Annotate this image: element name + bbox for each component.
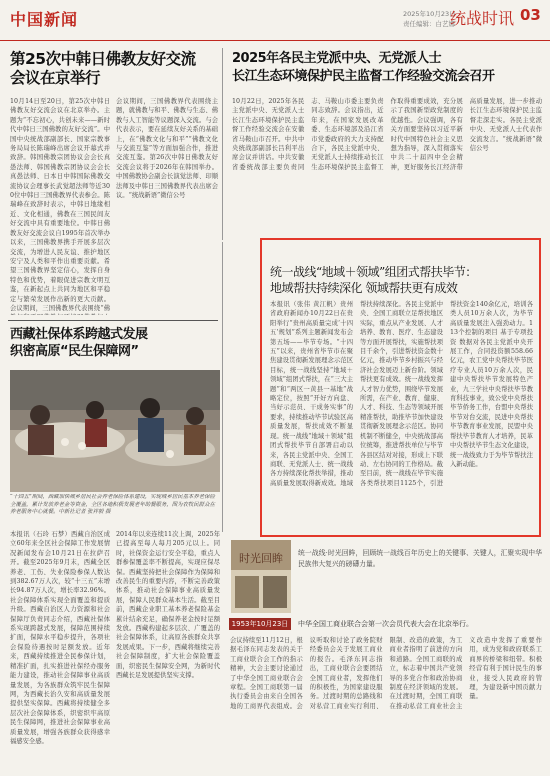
thumbnail-label: 时光回眸 bbox=[239, 552, 283, 565]
tibet-body-cont: 2014年以来连续11次上调，2025年已提高至每人每月205元以上。同时，社保资金运行安全平稳，重点人群参保覆盖率不断提高，实现应保尽保。西藏坚持把社会保障作为保障和改善民生的重要内容，不断完善政策体系，推动社会保障事业高质量发展，保障人民群众基本生活。截至目前，西藏企业职工基本养老保险基金累计结余充足，确保养老金按时足额发放。西藏构建起多层次、广覆盖的社会保障体系，让高原各族群众共享发展成果。下一步，西藏将继续完善社会保障制度，扩大社会保险覆盖面，织密民生保障安全网，为新时代西藏长足发展提供坚实支撑。 bbox=[116, 531, 220, 680]
headline-line: 2025年各民主党派中央、无党派人士 bbox=[232, 51, 442, 66]
section-divider bbox=[8, 320, 218, 321]
headline-line: 西藏社保体系跨越式发展 bbox=[10, 327, 148, 342]
headline-line: 地域帮扶持续深化 领域帮扶更有成效 bbox=[270, 281, 458, 295]
history-headline: 中华全国工商业联合会第一次会员代表大会在北京举行。 bbox=[298, 620, 473, 628]
masthead-meta bbox=[403, 9, 456, 29]
article-2-headline bbox=[232, 50, 544, 86]
headline-line: 会议在京举行 bbox=[10, 69, 101, 87]
history-body: 会议持续至11月12日，根据毛泽东同志发表的关于工商业联合会工作的指示精神，大会主要讨论通过了中华全国工商业联合会章程。全国工商联第一届执行委员会由来自全国各地的工商界代表组成。会议听取和讨论了政务院财经委员会关于发展工商业的报告。毛泽东同志指出，工商业联合会要团结全国工商业者，发挥他们的积极性，为国家建设服务。过渡时期的总路线和对私营工商业实行利用、限制、改造的政策，为工商业者指明了前进的方向和道路。全国工商联的成立，标志着中国共产党领导的多党合作和政治协商制度在经济领域的发展。在过渡时期，全国工商联在推动私营工商业社会主义改造中发挥了重要作用，成为党和政府联系工商界的桥梁和纽带。积极经营有利于国计民生的事业，接受人民政府的管理，为建设新中国贡献力量。 bbox=[230, 637, 542, 710]
feature-headline bbox=[270, 264, 535, 296]
article-1-headline bbox=[10, 50, 222, 88]
tibet-photo-caption: “十四五”期间，西藏加快城乡居民社会养老保险体系建设，实现城乡居民基本养老保险全覆盖，累计发放养老金等资金，全区各地积极发展老年助餐服务，图为农牧民群众在养老服务中心就餐。中新社记者 张祥毅 摄 bbox=[10, 494, 215, 516]
headline-line: 织密高原“民生保障网” bbox=[10, 344, 139, 359]
column-divider bbox=[222, 48, 223, 240]
column-divider bbox=[222, 242, 223, 532]
history-intro: 统一战线·时光回眸，回顾统一战线百年历史上的关键事、关键人，汇聚实现中华民族伟大复兴的磅礴力量。 bbox=[298, 549, 542, 568]
headline-line: 长江生态环境保护民主监督工作经验交流会召开 bbox=[232, 69, 495, 84]
article-2-body: 10月22日，2025年各民主党派中央、无党派人士长江生态环境保护民主监督工作经验交流会在安徽省马鞍山市召开。中共中央统战部副部长吕利平出席会议并讲话。中共安徽省委统战部主要负责同志、马鞍山市委主要负责同志致辞。会议指出，近年来，在国家发展改革委、生态环境部及沿江省市党委政府的大力支持配合下，各民主党派中央、无党派人士持续推动长江生态环境保护民主监督工作取得重要成效，充分展示了我国新型政党制度的优越性。会议强调，各有关方面要坚持以习近平新时代中国特色社会主义思想为指导，深入贯彻落实中共二十届四中全会精神，更好服务长江经济带高质量发展，进一步推动长江生态环境保护民主监督走深走实。各民主党派中央、无党派人士代表作交流发言。“统战新语”微信公号 bbox=[232, 98, 542, 171]
article-1-body-cont: 会议期间，三国佛教界代表围绕主题，就佛教与和平、佛教与生态、佛教与人工智能等议题深入交流。与会代表表示，要在延续友好关系的基础上，在“佛教文化与和平”“佛教文化与交流互鉴”等方面加强合作，推进交流互鉴。第26次中韩日佛教友好交流会议将于2026年在韩国举办。中国佛教协会副会长演觉法师、印顺法师及中韩日三国佛教界代表出席会议。“统战新语”微信公号 bbox=[116, 98, 218, 200]
history-thumbnail bbox=[231, 540, 291, 613]
history-date-tab: 1953年10月23日 bbox=[229, 618, 291, 630]
masthead-logo: 中国新闻 bbox=[10, 10, 79, 29]
headline-line: 统一战线“地域＋领域”组团式帮扶毕节： bbox=[270, 265, 477, 279]
tibet-body: 本报讯（石玲 石梦）西藏自治区成立60年来全区社会保障工作发展情况新闻发布会10月21日在拉萨召开。截至2025年9月末，西藏全区养老、工伤、失业保险参保人数达到382.67万人次，较“十三五”末增长94.87万人次，增长率32.96%。社会保障体系实现全面覆盖和提质升级。西藏自治区人力资源和社会保障厅负责同志介绍，西藏社保体系实现跨越式发展，保障范围持续扩面，保障水平稳步提升，各项社会保险待遇按时足额发放。近年来，西藏持续推进全民参保计划，精准扩面，扎实推进社保经办服务能力建设，推动社会保障事业高质量发展，为各族群众筑牢民生保障网，为西藏长治久安和高质量发展提供坚实保障。西藏将持续健全多层次社会保障体系，织密织牢高原民生保障网，推进社会保障事业高质量发展，增强各族群众获得感幸福感安全感。 bbox=[10, 531, 110, 745]
dining-scene-illustration bbox=[10, 370, 220, 492]
article-1-body: 10月14日至20日，第25次中韩日佛教友好交流会议在北京举办。主题为“不忘初心，共创未来——新时代中韩日三国佛教的友好交流”。中国中央统战部副部长、国家宗教事务局局长陈瑞峰出席会议开幕式并致辞。韩国佛教宗团协议会会长真愚法师、韩国佛教宗团协议会会长真愚法师、日本日中韩国际佛教交流协议会理事长武觉超法师等近300位中韩日三国佛教界代表参会。陈瑞峰在致辞时表示，中韩日地缘相近、文化相通，佛教在三国民间友好交流中具有重要地位。中韩日佛教友好交流会议自1995年首次举办以来，三国佛教界携手开展多层次交流，为增进人民友谊、推护地区安宁及人类和平作出重要贡献。希望三国佛教界坚定信心，发挥自身特色和优势，着眼促进宗教文明互鉴，在新起点上共同为地区和平稳定与繁荣发展作出新的更大贡献。会议期间，三国佛教界代表围绕“佛 bbox=[10, 98, 110, 312]
tibet-photo bbox=[10, 370, 220, 492]
tibet-headline bbox=[10, 326, 220, 360]
headline-line: 第25次中韩日佛教友好交流 bbox=[10, 50, 196, 68]
page-editor: 责任编辑：白艺娜 bbox=[403, 20, 455, 28]
section-title: 统战时讯 bbox=[450, 9, 515, 28]
masthead bbox=[0, 0, 550, 41]
issue-date: 2025年10月23日 bbox=[403, 10, 456, 18]
feature-article-box bbox=[260, 238, 541, 537]
history-thumbnail-art bbox=[231, 540, 291, 613]
page-number: 03 bbox=[520, 6, 541, 24]
feature-body: 本报讯（张伟 黄江帆）贵州省政府新闻办10月22日在贵阳举行“贵州高质量完成‘十四五’规划”系列主题新闻发布会第五场——毕节专场。“十四五”以来，贵州省毕节市在聚焦建设贯彻新发展理念示范区目标，统一战线坚持“地域＋领域”组团式帮扶，在“三大主题”和“两区一黄县一基地”战略定位，按照“开好方向盘、当好示范员、干成务实事”的要求，持续推动毕节试验区高质量发展，帮扶成效不断显现。统一战线“地域＋领域”组团式帮扶毕节自部署启动以来，各民主党派中央、全国工商联、无党派人士、统一战线各方持续深化帮扶举措，推动高质量发展取得新成效。地域帮扶持续深化。各民主党派中央、全国工商联立足帮扶地区实际，重点从产业发展、人才培养、教育、医疗、生态建设等方面开展帮扶，实施帮扶项目千余个，引进帮扶资金数十亿元，推动毕节乡村振兴与经济社会发展迈上新台阶。领域帮扶更有成效。统一战线发挥人才智力优势，围绕毕节发展所需，在产业、教育、健康、人才、科技、生态等领域开展精准帮扶，助推毕节加快建设贯彻新发展理念示范区。协同机制不断健全，中央统战部高位统筹，推进帮扶单位与毕节各县区结对对接，形成上下联动、左右协同的工作格局。截至目前，统一战线在毕节实施各类帮扶项目1125个，引进帮扶资金140余亿元，培训各类人员10万余人次，为毕节高质量发展注入强劲动力。113个控制的项目 基于专项投资 数据对各民主党派中央开展工作，合同投资额558.66亿元，农工党中央帮扶毕节医疗专业人员10万余人次，民建中央帮扶毕节发展特色产业，九三学社中央帮扶毕节教育科技事业，致公党中央帮扶毕节侨务工作，台盟中央帮扶毕节对台交流，民进中央帮扶毕节教育事业发展，民盟中央帮扶毕节教育人才培养，民革中央帮扶毕节生态文化建设，统一战线致力于为毕节帮扶注入新动能。 bbox=[270, 301, 533, 487]
